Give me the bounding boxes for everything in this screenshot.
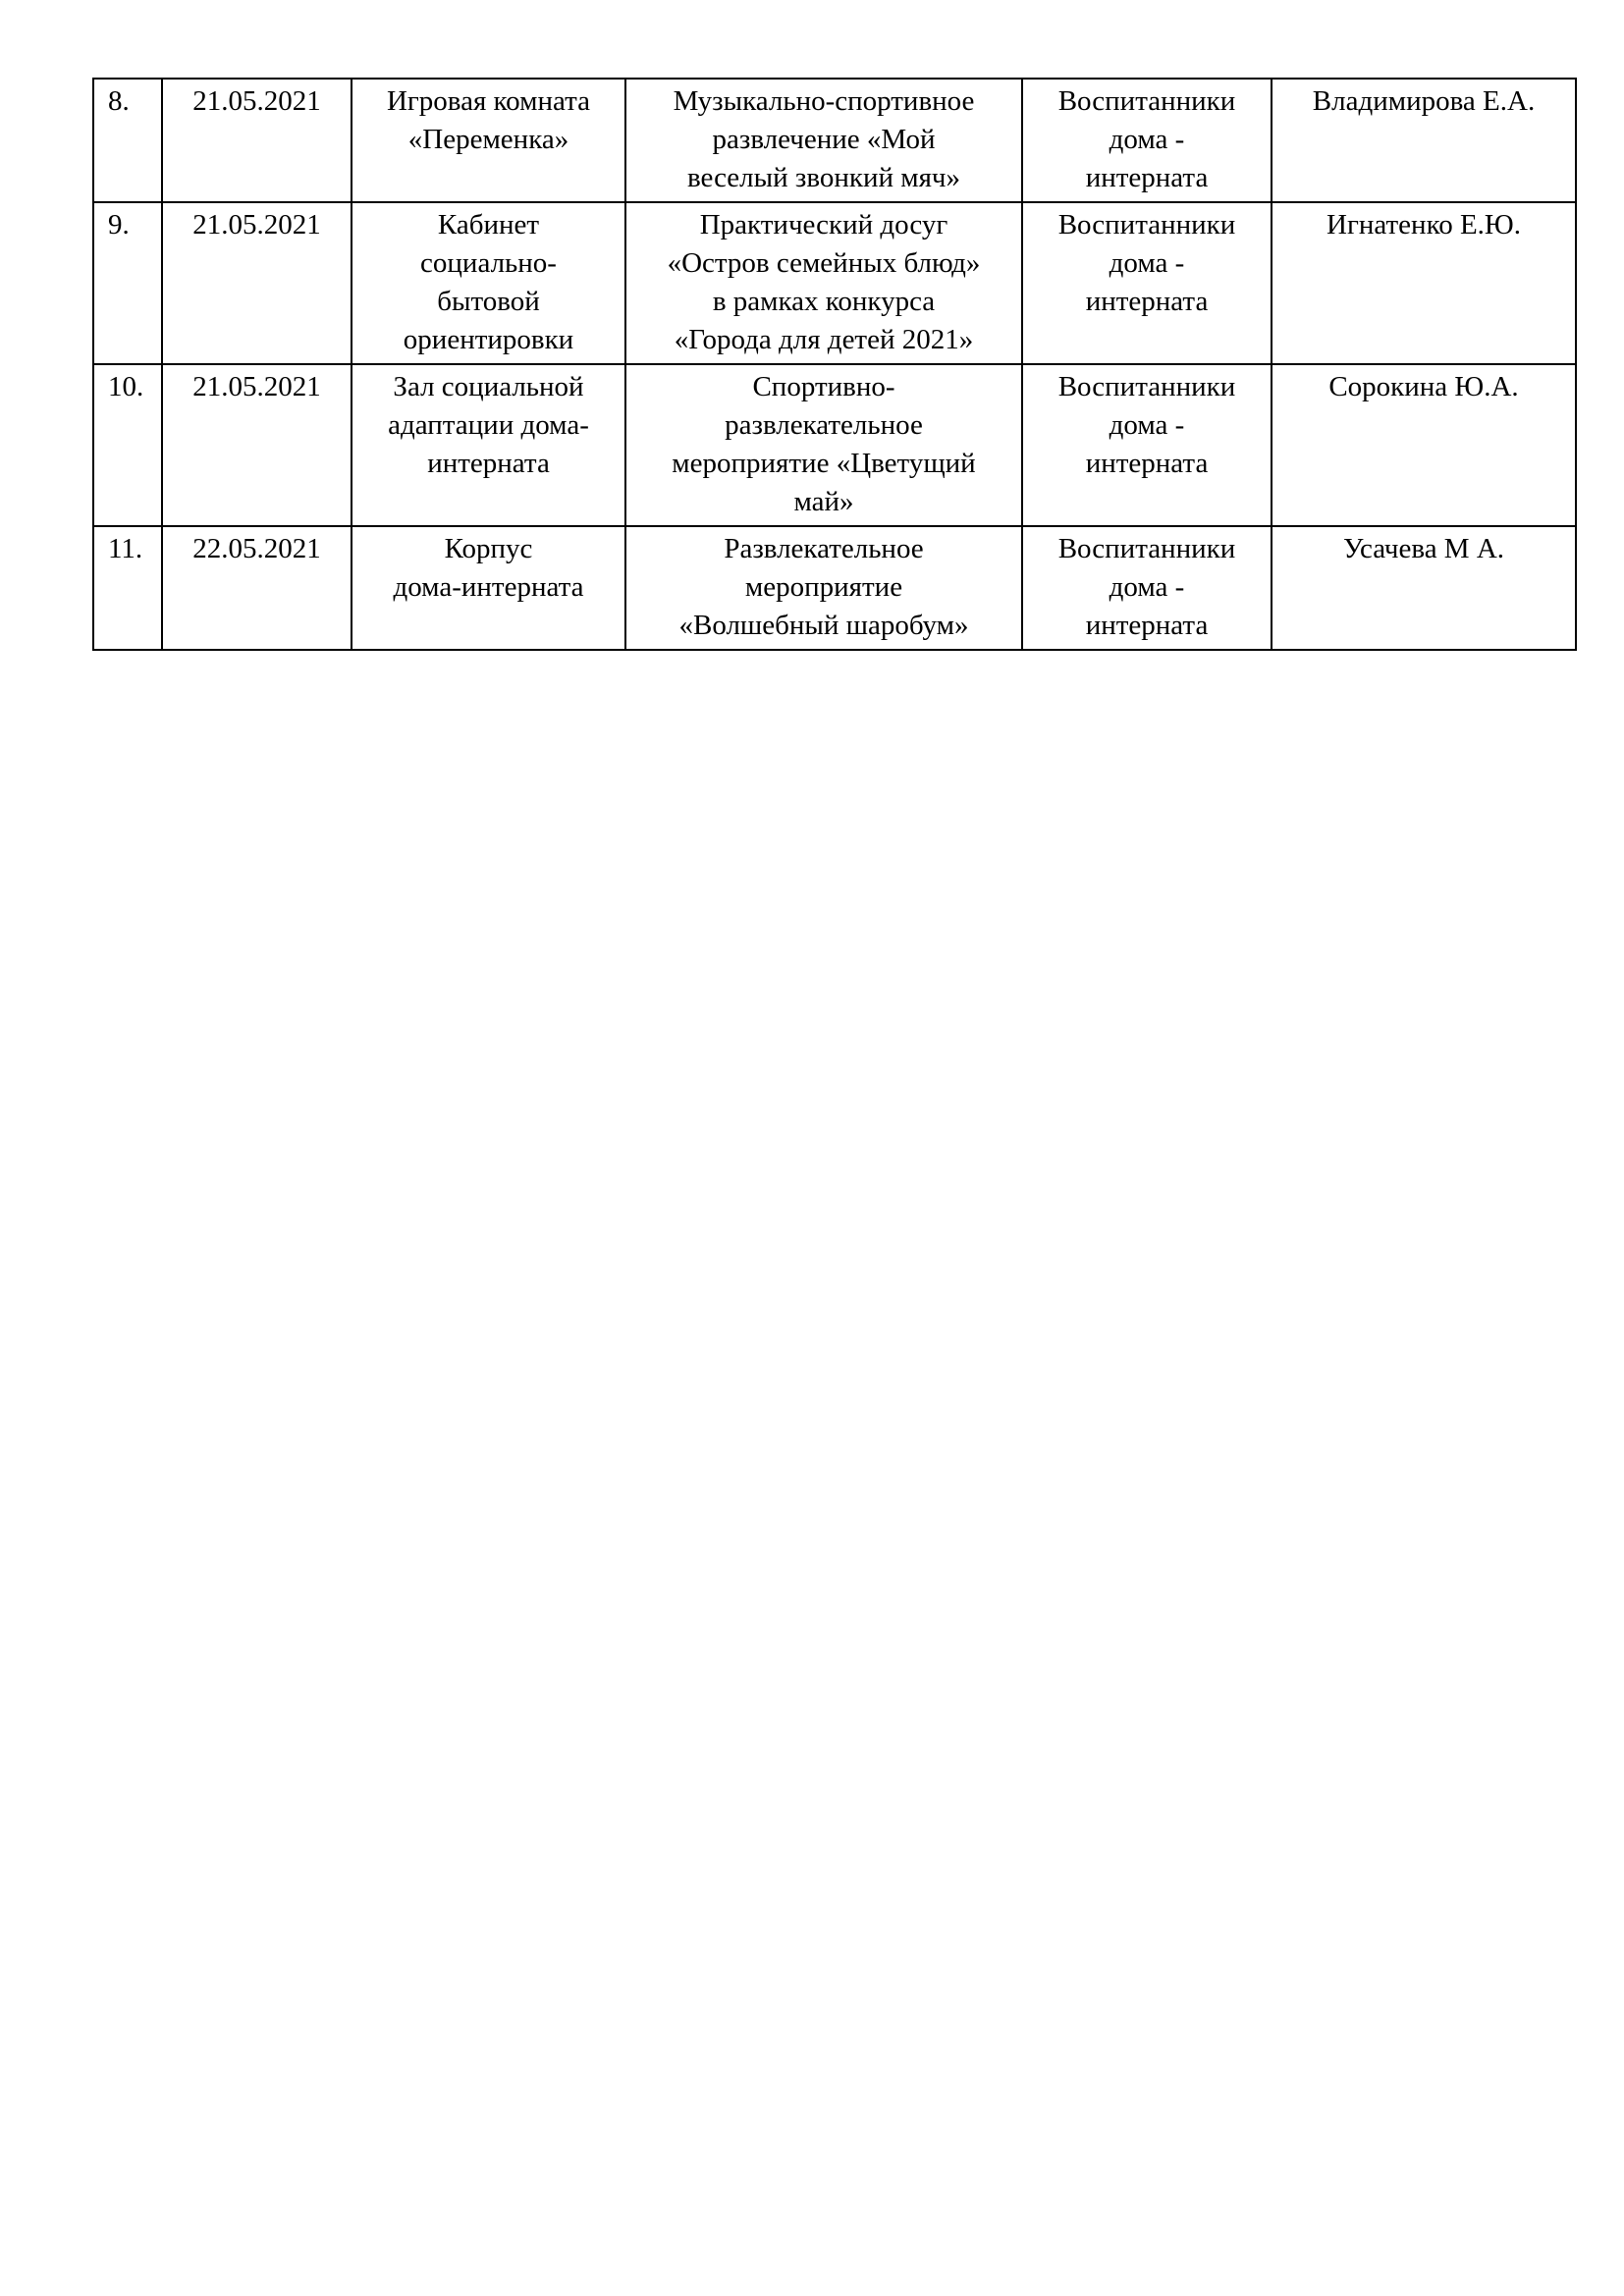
event-cell xyxy=(625,364,1022,526)
table-row xyxy=(93,364,1576,526)
event-cell xyxy=(625,526,1022,650)
number-cell xyxy=(93,526,162,650)
responsible-cell xyxy=(1272,79,1576,202)
event-line: «Остров семейных блюд» xyxy=(667,247,981,279)
number-text: 9. xyxy=(108,209,130,240)
participants-cell xyxy=(1022,202,1272,364)
event-line: развлечение «Мой xyxy=(712,124,936,155)
participants-line: Воспитанники xyxy=(1057,209,1236,240)
responsible-text: Усачева М А. xyxy=(1342,533,1505,564)
place-cell xyxy=(352,526,625,650)
date-text: 21.05.2021 xyxy=(192,209,321,240)
event-line: развлекательное xyxy=(725,409,923,441)
responsible-text: Сорокина Ю.А. xyxy=(1328,371,1519,402)
event-line: мероприятие xyxy=(744,571,903,603)
participants-line: интерната xyxy=(1085,162,1209,193)
number-text: 10. xyxy=(108,371,144,402)
date-cell xyxy=(162,79,352,202)
date-text: 21.05.2021 xyxy=(192,371,321,402)
event-line: Спортивно- xyxy=(752,371,895,402)
place-line: Игровая комната xyxy=(386,85,591,117)
date-cell xyxy=(162,202,352,364)
participants-line: интерната xyxy=(1085,286,1209,317)
place-cell xyxy=(352,79,625,202)
events-table xyxy=(92,78,1577,651)
place-line: «Переменка» xyxy=(407,124,569,155)
participants-line: интерната xyxy=(1085,610,1209,641)
number-cell xyxy=(93,202,162,364)
participants-cell xyxy=(1022,526,1272,650)
participants-line: Воспитанники xyxy=(1057,371,1236,402)
responsible-cell xyxy=(1272,202,1576,364)
date-cell xyxy=(162,526,352,650)
event-line: «Города для детей 2021» xyxy=(674,324,974,355)
event-line: веселый звонкий мяч» xyxy=(686,162,961,193)
number-text: 8. xyxy=(108,85,130,117)
place-line: Кабинет xyxy=(437,209,540,240)
place-line: социально- xyxy=(420,247,557,279)
date-text: 21.05.2021 xyxy=(192,85,321,117)
responsible-text: Владимирова Е.А. xyxy=(1312,85,1536,117)
date-text: 22.05.2021 xyxy=(192,533,321,564)
participants-line: дома - xyxy=(1109,409,1185,441)
number-text: 11. xyxy=(108,533,143,564)
participants-line: интерната xyxy=(1085,448,1209,479)
event-line: май» xyxy=(793,486,854,517)
place-line: бытовой xyxy=(437,286,540,317)
place-line: Зал социальной xyxy=(393,371,584,402)
participants-line: дома - xyxy=(1109,571,1185,603)
participants-line: дома - xyxy=(1109,124,1185,155)
participants-line: дома - xyxy=(1109,247,1185,279)
date-cell xyxy=(162,364,352,526)
place-line: ориентировки xyxy=(403,324,574,355)
participants-cell xyxy=(1022,79,1272,202)
event-line: Музыкально-спортивное xyxy=(673,85,975,117)
number-cell xyxy=(93,364,162,526)
table-row xyxy=(93,202,1576,364)
place-cell xyxy=(352,202,625,364)
event-line: Практический досуг xyxy=(699,209,948,240)
table-row xyxy=(93,526,1576,650)
place-line: интерната xyxy=(427,448,550,479)
responsible-cell xyxy=(1272,364,1576,526)
responsible-cell xyxy=(1272,526,1576,650)
events-table-body xyxy=(93,79,1576,650)
event-line: мероприятие «Цветущий xyxy=(672,448,976,479)
place-line: Корпус xyxy=(444,533,533,564)
event-line: Развлекательное xyxy=(724,533,924,564)
event-cell xyxy=(625,202,1022,364)
number-cell xyxy=(93,79,162,202)
responsible-text: Игнатенко Е.Ю. xyxy=(1326,209,1521,240)
participants-cell xyxy=(1022,364,1272,526)
event-cell xyxy=(625,79,1022,202)
place-cell xyxy=(352,364,625,526)
participants-line: Воспитанники xyxy=(1057,85,1236,117)
place-line: адаптации дома- xyxy=(388,409,589,441)
table-row xyxy=(93,79,1576,202)
event-line: «Волшебный шаробум» xyxy=(678,610,969,641)
place-line: дома-интерната xyxy=(393,571,584,603)
participants-line: Воспитанники xyxy=(1057,533,1236,564)
event-line: в рамках конкурса xyxy=(712,286,936,317)
